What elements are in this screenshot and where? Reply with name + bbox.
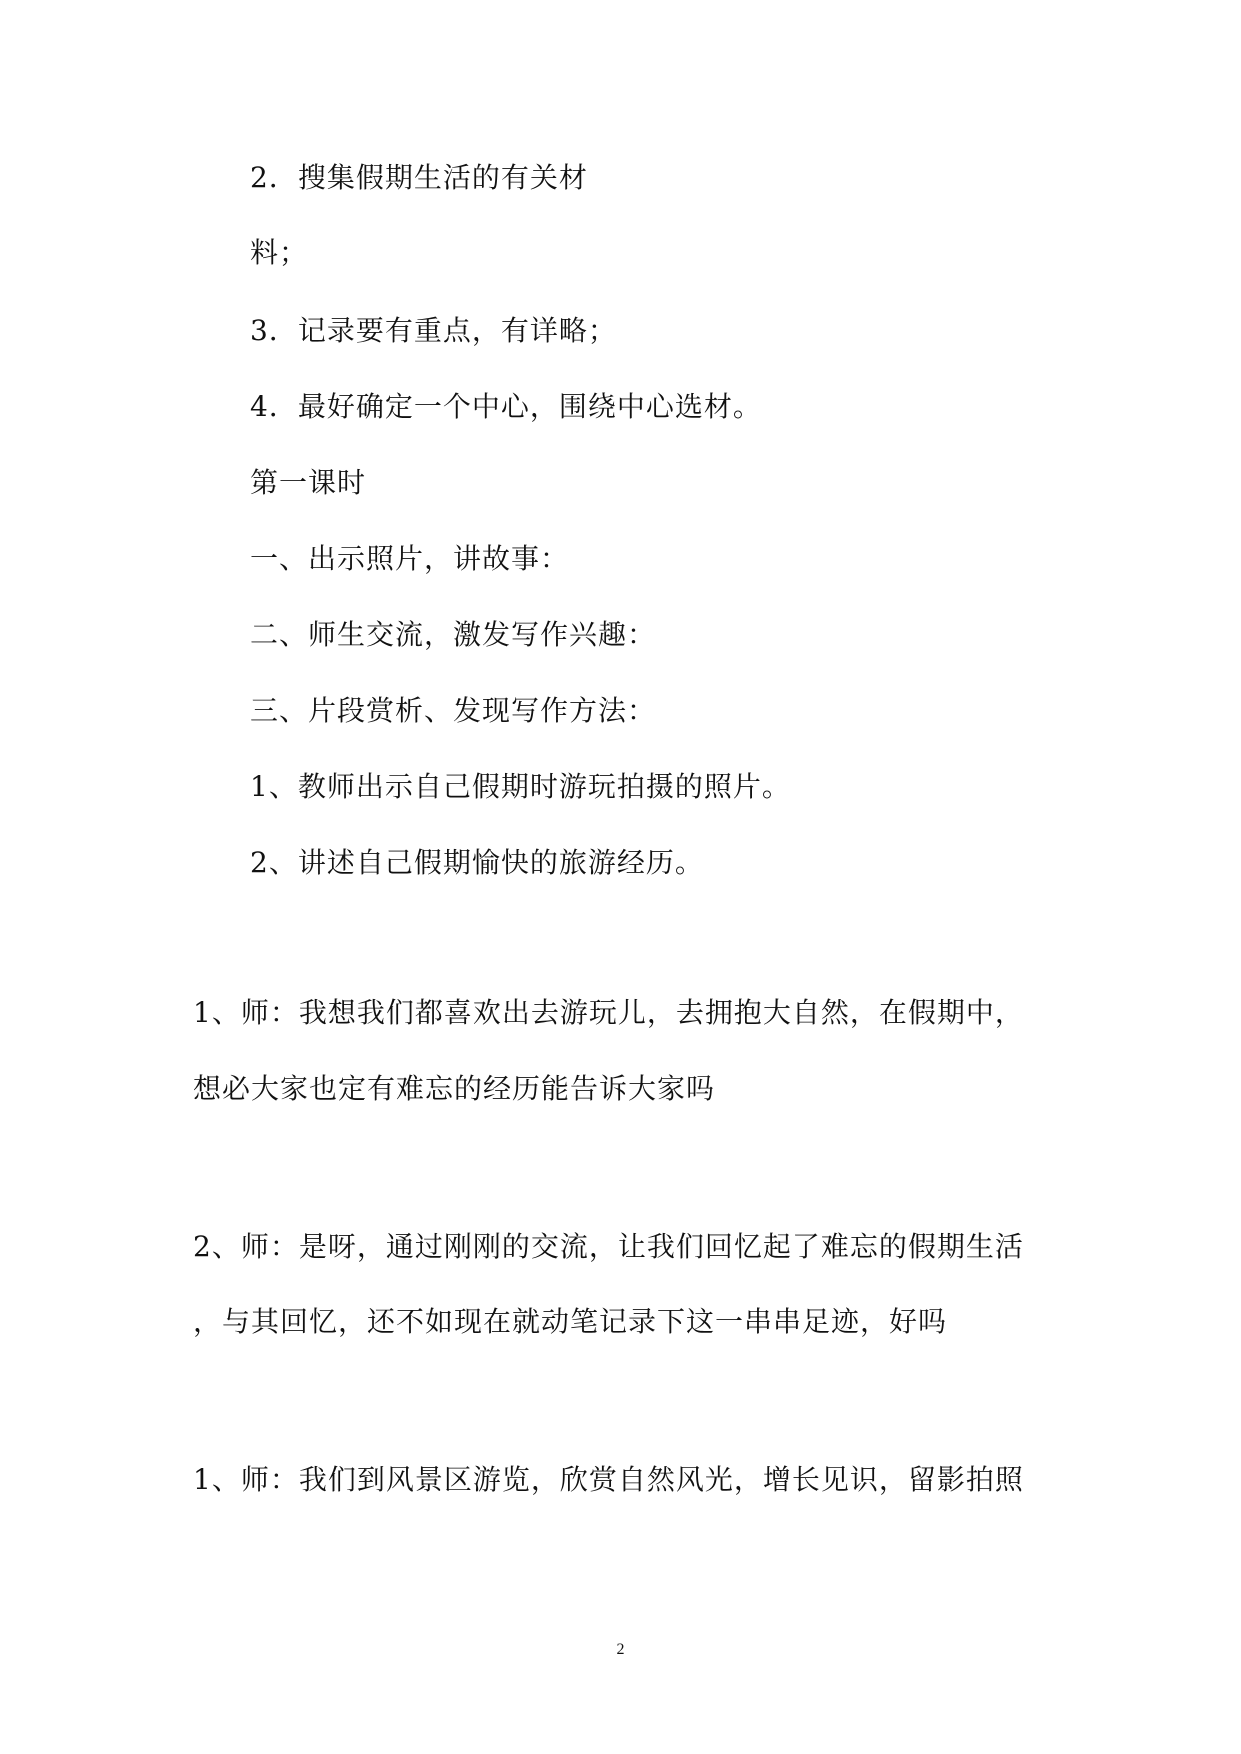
text-line: 2、师：是呀，通过刚刚的交流，让我们回忆起了难忘的假期生活 [193, 1230, 1024, 1263]
text-line: 想必大家也定有难忘的经历能告诉大家吗 [193, 1072, 716, 1105]
section-heading: 第一课时 [250, 466, 367, 499]
text-line: 4．最好确定一个中心，围绕中心选材。 [250, 390, 762, 423]
text-line: 一、出示照片，讲故事： [250, 542, 570, 575]
text-line: 2、讲述自己假期愉快的旅游经历。 [250, 846, 704, 879]
text-line: 二、师生交流，激发写作兴趣： [250, 618, 657, 651]
text-line: 1、教师出示自己假期时游玩拍摄的照片。 [250, 770, 791, 803]
text-line: ，与其回忆，还不如现在就动笔记录下这一串串足迹，好吗 [193, 1305, 948, 1338]
text-line: 1、师：我想我们都喜欢出去游玩儿，去拥抱大自然，在假期中， [193, 996, 1024, 1029]
text-line: 2．搜集假期生活的有关材 [250, 161, 588, 194]
text-line: 3．记录要有重点，有详略； [250, 314, 617, 347]
page-number: 2 [616, 1641, 625, 1658]
text-line: 料； [250, 236, 309, 269]
text-line: 三、片段赏析、发现写作方法： [250, 694, 657, 727]
text-line: 1、师：我们到风景区游览，欣赏自然风光，增长见识，留影拍照 [193, 1463, 1024, 1496]
